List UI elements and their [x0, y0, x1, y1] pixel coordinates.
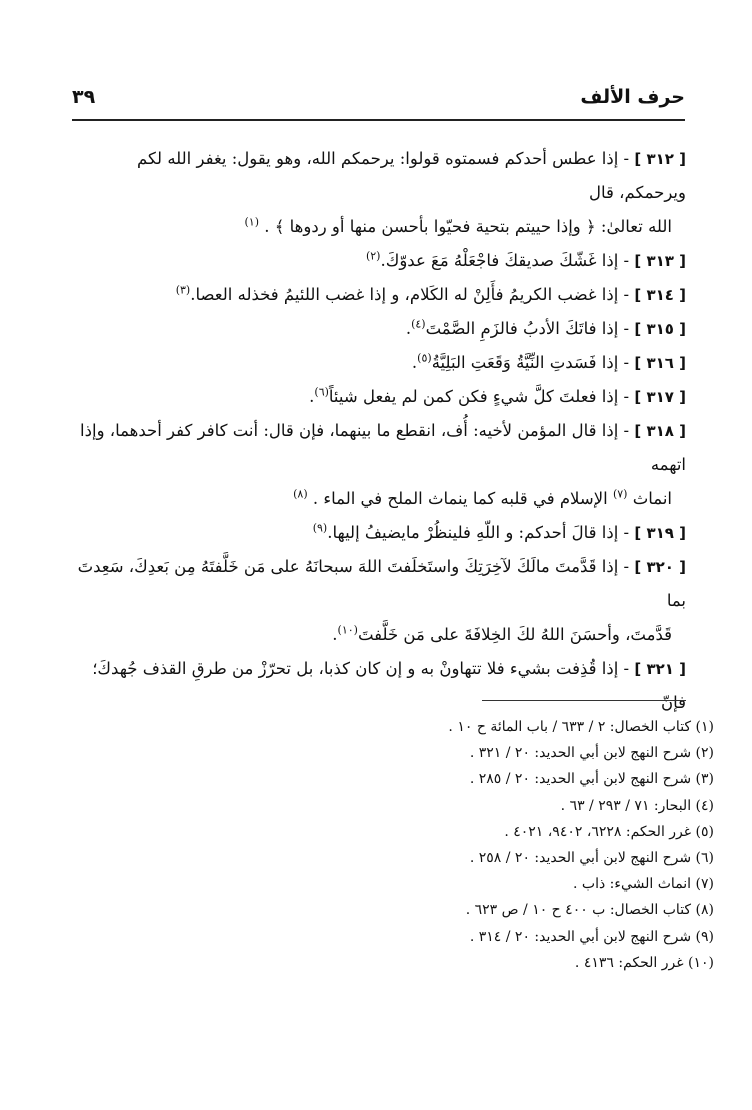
footnote-item: (٥) غرر الحكم: ٦٢٢٨، ٩٤٠٢، ٤٠٢١ .: [504, 823, 714, 840]
footnote-item: (١٠) غرر الحكم: ٤١٣٦ .: [574, 954, 714, 971]
footnote-item: (٢) شرح النهج لابن أبي الحديد: ٢٠ / ٣٢١ .: [469, 745, 714, 762]
entry-text: - إذا فعلتَ كلَّ شيءٍ فكن كمن لم يفعل شيئاً: [328, 387, 635, 406]
footnote-ref[interactable]: (٧): [612, 487, 628, 501]
entry-number: [ ٣٢١ ]: [634, 660, 686, 678]
entry-316: [72, 346, 686, 380]
entry-tail: .: [332, 625, 338, 644]
entry-number: [ ٣١٢ ]: [634, 150, 686, 168]
entry-continuation-text: الإسلام في قلبه كما ينماث الملح في الماء .: [312, 489, 613, 508]
entry-continuation-text: قَدَّمتَ، وأحسَنَ اللهُ لكَ الخِلافَةَ على مَن خَلَّفتَ: [357, 625, 672, 644]
entries-list: [72, 142, 686, 720]
footnote-item: (٩) شرح النهج لابن أبي الحديد: ٢٠ / ٣١٤ .: [469, 928, 714, 945]
entry-number: [ ٣١٨ ]: [634, 422, 686, 440]
footnote-item: (٦) شرح النهج لابن أبي الحديد: ٢٠ / ٢٥٨ .: [469, 850, 714, 867]
entry-tail: .: [411, 353, 418, 372]
entry-continuation: [72, 482, 686, 516]
header-divider: [72, 119, 685, 121]
footnote-item: (١) كتاب الخصال: ٢ / ٦٣٣ / باب المائة ح ١٠ .: [448, 719, 714, 735]
entry-318: [72, 414, 686, 516]
entry-319: [72, 516, 686, 550]
entry-continuation-text: الله تعالىٰ: ﴿ وإذا حييتم بتحية فحيّوا بأحسن منها أو ردوها ﴾ .: [264, 217, 672, 236]
footnote-ref[interactable]: (٢): [365, 249, 381, 263]
entry-tail: .: [405, 319, 412, 338]
entry-314: [72, 278, 686, 312]
entry-continuation: [72, 618, 686, 652]
entry-text: - إذا قال المؤمن لأخيه: أُف، انقطع ما بينهما، فإن قال: أنت كافر كفر أحدهما، وإذا اتهمه: [80, 421, 686, 474]
footnote-ref[interactable]: (٣): [175, 283, 191, 297]
entry-tail: .: [309, 387, 315, 406]
footnote-ref[interactable]: (٥): [417, 351, 432, 365]
footnote-item: (٤) البحار: ٧١ / ٢٩٣ / ٦٣ .: [560, 797, 714, 814]
entry-continuation: [72, 210, 686, 244]
entry-text: - إذا قالَ أحدكم: و اللّهِ فلينظُرْ مايضيفُ إليها.: [327, 523, 635, 542]
entry-number: [ ٣١٦ ]: [634, 354, 686, 372]
chapter-title: حرف الألف: [580, 86, 685, 108]
entry-315: [72, 312, 686, 346]
entry-number: [ ٣٢٠ ]: [634, 558, 686, 576]
footnotes-divider: [482, 700, 686, 701]
page-header: [72, 86, 685, 116]
footnote-ref[interactable]: (٩): [312, 521, 328, 535]
footnote-ref[interactable]: (١): [244, 215, 259, 229]
entry-number: [ ٣١٣ ]: [634, 252, 686, 270]
entry-text: - إذا غضب الكريمُ فأَلِنْ له الكَلام، و إذا غضب اللئيمُ فخذله العصا.: [190, 285, 635, 304]
entry-312: [72, 142, 686, 244]
entry-text: - إذا قُذِفت بشيء فلا تتهاونْ به و إن كان كذبا، بل تحرّزْ من طرقِ القذف جُهدكَ؛ فإنّ: [92, 659, 686, 712]
page-number: ٣٩: [72, 86, 96, 108]
entry-continuation-pre: انماث: [632, 489, 672, 508]
entry-text: - إذا فَسَدتِ النِّيَّةُ وَقَعَتِ البَلِيَّةُ: [431, 353, 635, 372]
footnote-ref[interactable]: (٨): [293, 487, 308, 501]
footnote-ref[interactable]: (٤): [411, 317, 426, 331]
footnote-ref[interactable]: (٦): [314, 385, 329, 399]
entry-text: - إذا عطس أحدكم فسمتوه قولوا: يرحمكم الله، وهو يقول: يغفر الله لكم ويرحمكم، قال: [136, 149, 686, 202]
footnote-ref[interactable]: (١٠): [337, 623, 358, 637]
entry-number: [ ٣١٤ ]: [634, 286, 686, 304]
footnote-item: (٧) انماث الشيء: ذاب .: [573, 876, 714, 893]
footnote-item: (٣) شرح النهج لابن أبي الحديد: ٢٠ / ٢٨٥ .: [469, 771, 714, 788]
entry-317: [72, 380, 686, 414]
entry-text: - إذا قَدَّمتَ مالَكَ لآخِرَتِكَ واستَخلَفتَ اللهَ سبحانَهُ على مَن خَلَّفتَهُ مِن بَعدِكَ، سَعِدتَ بما: [77, 557, 686, 610]
entry-text: - إذا فاتَكَ الأدبُ فالزَمِ الصَّمْتَ: [425, 319, 635, 338]
entry-320: [72, 550, 686, 652]
entry-number: [ ٣١٥ ]: [634, 320, 686, 338]
entry-number: [ ٣١٧ ]: [634, 388, 686, 406]
entry-text: - إذا غَشّكَ صديقكَ فاجْعَلْهُ مَعَ عدوّكَ.: [380, 251, 635, 270]
footnotes-list: [72, 714, 714, 976]
entry-321: [72, 652, 686, 720]
footnote-item: (٨) كتاب الخصال: ب ٤٠٠ ح ١٠ / ص ٦٢٣ .: [465, 902, 714, 919]
entry-number: [ ٣١٩ ]: [634, 524, 686, 542]
entry-313: [72, 244, 686, 278]
